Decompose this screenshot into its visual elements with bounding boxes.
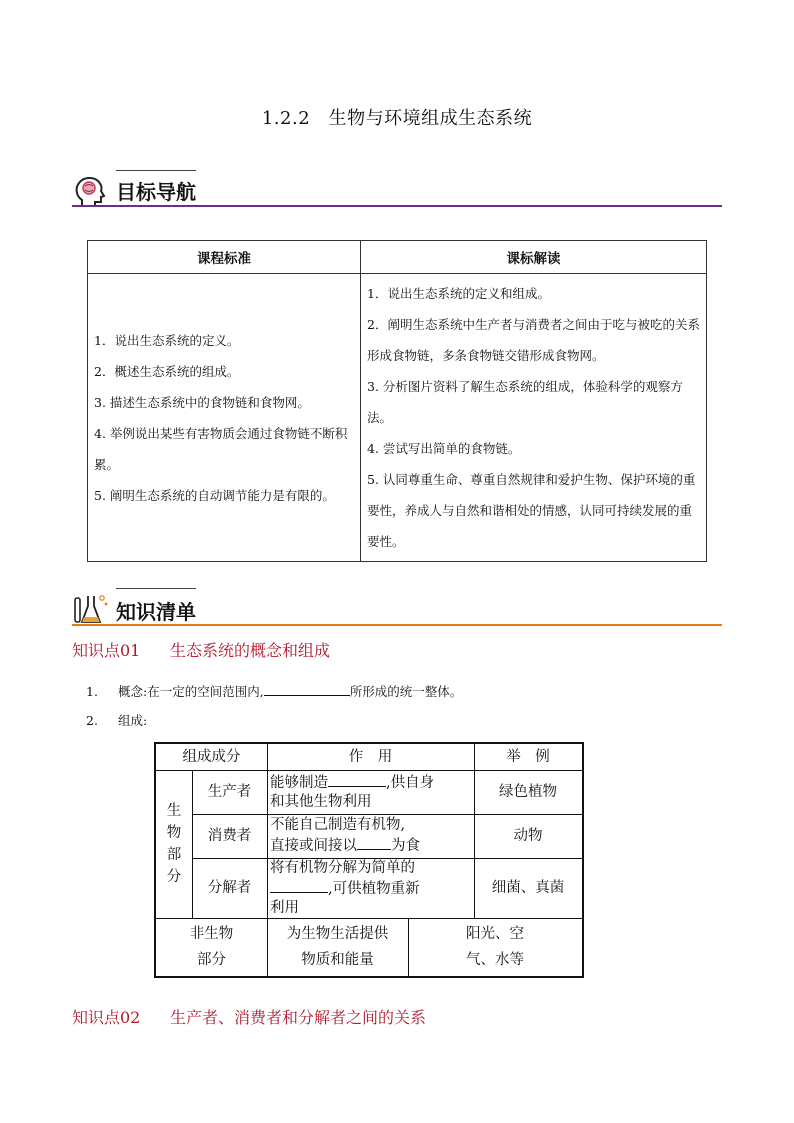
producer-label: 生产者	[207, 783, 252, 800]
kp-title: 生产者、消费者和分解者之间的关系	[170, 1008, 427, 1027]
left-item: 3. 描述生态系统中的食物链和食物网。	[94, 394, 310, 410]
standards-left-cell	[88, 274, 361, 562]
left-item: 1．说出生态系统的定义。	[94, 332, 240, 348]
left-item: 4. 举例说出某些有害物质会通过食物链不断积累。	[94, 425, 348, 472]
section-topline	[116, 170, 196, 171]
right-item: 5. 认同尊重生命、尊重自然规律和爱护生物、保护环境的重要性，养成人与自然和谐相处的情感，认同可持续发展的重要性。	[367, 472, 696, 549]
right-item: 4. 尝试写出简单的食物链。	[367, 441, 521, 456]
item-text-after: 所形成的统一整体。	[349, 684, 463, 699]
standards-header-left: 课程标准	[88, 241, 361, 274]
section-title-goals: 目标导航	[116, 180, 196, 204]
list-item-composition	[86, 711, 147, 729]
col-header-component: 组成成分	[182, 748, 241, 765]
item-text-before: 概念:在一定的空间范围内,	[118, 684, 264, 699]
kp-number: 知识点02	[72, 1008, 141, 1027]
section-header-knowledge	[72, 588, 722, 628]
item-number: 2.	[86, 713, 98, 728]
section-rule-purple	[72, 205, 722, 207]
fill-blank	[264, 683, 350, 696]
knowledge-point-02	[72, 1005, 426, 1028]
fill-blank	[328, 772, 386, 787]
section-topline	[116, 588, 196, 589]
col-header-role: 作 用	[348, 748, 393, 765]
producer-example: 绿色植物	[499, 783, 557, 800]
standards-right-cell	[361, 274, 707, 562]
decomposer-role: 将有机物分解为简单的 ,可供植物重新 利用	[270, 859, 420, 916]
nonbio-label: 非生物 部分	[189, 926, 234, 968]
knowledge-point-01	[72, 638, 330, 661]
decomposer-label: 分解者	[207, 879, 252, 896]
nonbio-role: 为生物生活提供 物质和能量	[286, 926, 389, 968]
composition-table	[154, 742, 584, 978]
fill-blank	[270, 878, 328, 893]
item-number: 1.	[86, 684, 98, 699]
consumer-role: 不能自己制造有机物, 直接或间接以 为食	[270, 817, 420, 854]
page-title: 1.2.2 生物与环境组成生态系统	[261, 108, 533, 129]
standards-header-right: 课标解读	[361, 241, 707, 274]
item-text: 组成:	[118, 713, 148, 728]
right-item: 3. 分析图片资料了解生态系统的组成，体验科学的观察方法。	[367, 379, 683, 425]
list-item-concept	[86, 682, 462, 700]
section-rule-orange	[72, 624, 722, 626]
section-title-knowledge: 知识清单	[116, 600, 196, 624]
nonbio-example: 阳光、空 气、水等	[466, 926, 524, 968]
lab-flask-icon	[72, 592, 110, 628]
left-item: 2．概述生态系统的组成。	[94, 363, 240, 379]
producer-role: 能够制造 ,供自身 和其他生物利用	[267, 770, 474, 814]
consumer-example: 动物	[513, 827, 543, 844]
right-item: 2．阐明生态系统中生产者与消费者之间由于吃与被吃的关系形成食物链，多条食物链交错形成食物网。	[367, 317, 700, 363]
right-item: 1．说出生态系统的定义和组成。	[367, 286, 550, 301]
col-header-example: 举 例	[506, 748, 550, 765]
decomposer-example: 细菌、真菌	[491, 879, 565, 896]
standards-table	[87, 240, 707, 562]
section-header-goals	[72, 170, 722, 210]
kp-title: 生态系统的概念和组成	[170, 641, 331, 660]
kp-number: 知识点01	[72, 641, 141, 660]
left-item: 5. 阐明生态系统的自动调节能力是有限的。	[94, 487, 335, 503]
consumer-label: 消费者	[207, 827, 252, 844]
fill-blank	[357, 835, 391, 850]
bio-part-label: 生物部分	[166, 803, 182, 885]
